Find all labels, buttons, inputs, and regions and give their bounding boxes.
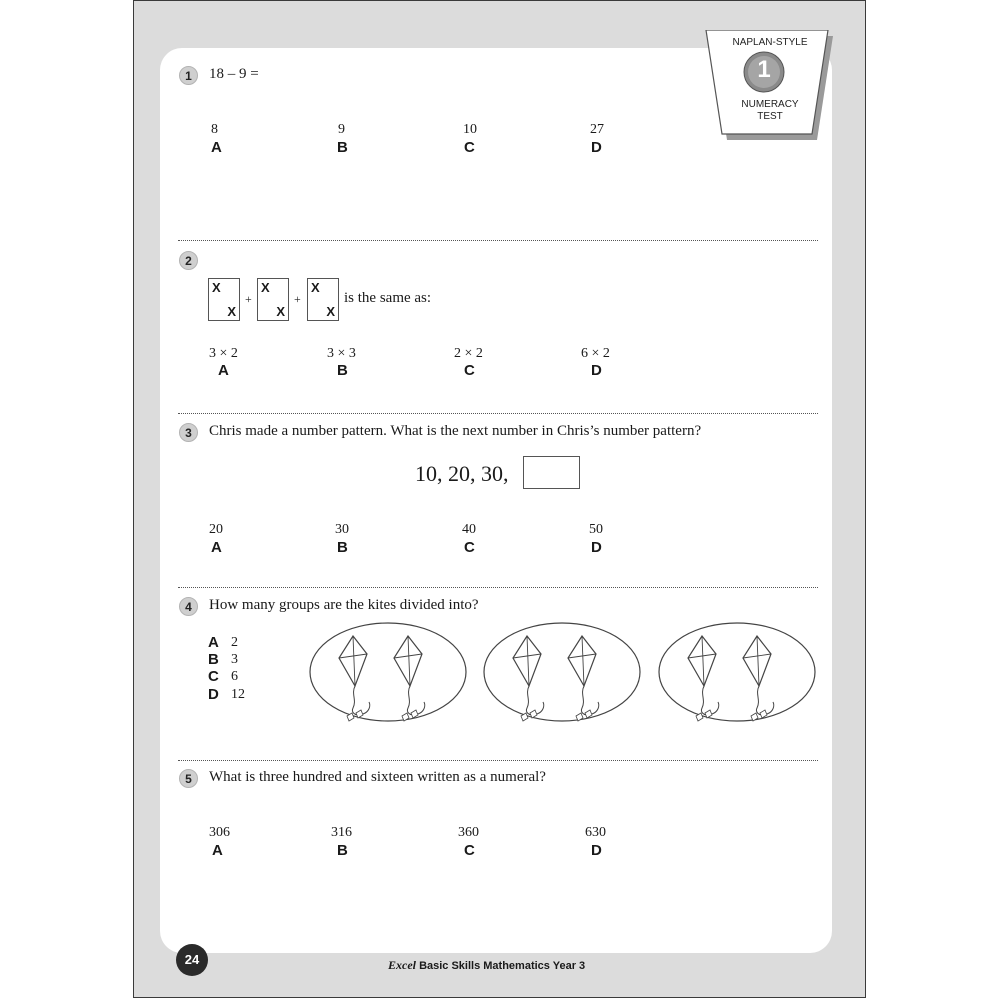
footer-title: Basic Skills Mathematics Year 3 bbox=[419, 960, 586, 972]
q2-option-c-value: 2 × 2 bbox=[454, 346, 483, 361]
question-3-text: Chris made a number pattern. What is the next number in Chris’s number pattern? bbox=[209, 423, 702, 439]
footer-title-line bbox=[388, 958, 585, 973]
q1-option-a-letter[interactable]: A bbox=[211, 139, 222, 156]
separator-1 bbox=[178, 240, 818, 241]
q1-option-b-value: 9 bbox=[338, 122, 345, 137]
badge-line1: NUMERACY bbox=[741, 99, 799, 110]
q5-option-a-letter[interactable]: A bbox=[212, 842, 223, 859]
q1-option-c-letter[interactable]: C bbox=[464, 139, 475, 156]
q1-option-a-value: 8 bbox=[211, 122, 218, 137]
q4-option-a-value: 2 bbox=[231, 635, 238, 650]
q3-option-a-letter[interactable]: A bbox=[211, 539, 222, 556]
x-card-1 bbox=[208, 278, 240, 321]
badge-line2: TEST bbox=[757, 111, 783, 122]
q3-option-c-letter[interactable]: C bbox=[464, 539, 475, 556]
q5-option-c-value: 360 bbox=[458, 825, 479, 840]
q3-option-c-value: 40 bbox=[462, 522, 476, 537]
separator-4 bbox=[178, 760, 818, 761]
q2-option-a-letter[interactable]: A bbox=[218, 362, 229, 379]
question-3-number: 3 bbox=[179, 423, 198, 442]
x-mark: X bbox=[326, 304, 335, 319]
x-card-3 bbox=[307, 278, 339, 321]
question-2-text: is the same as: bbox=[344, 290, 432, 306]
x-mark: X bbox=[261, 280, 270, 295]
x-mark: X bbox=[227, 304, 236, 319]
q3-option-b-value: 30 bbox=[335, 522, 349, 537]
q3-option-d-letter[interactable]: D bbox=[591, 539, 602, 556]
badge-top-text: NAPLAN-STYLE bbox=[732, 37, 808, 48]
q5-option-b-value: 316 bbox=[331, 825, 352, 840]
worksheet-card bbox=[160, 48, 832, 953]
q4-option-c-letter[interactable]: C bbox=[208, 668, 219, 685]
q1-option-d-letter[interactable]: D bbox=[591, 139, 602, 156]
kite-group-1 bbox=[310, 623, 466, 721]
q2-option-b-value: 3 × 3 bbox=[327, 346, 356, 361]
q1-option-b-letter[interactable]: B bbox=[337, 139, 348, 156]
footer-brand: Excel bbox=[388, 958, 416, 972]
q5-option-a-value: 306 bbox=[209, 825, 230, 840]
kite-groups-illustration bbox=[305, 620, 825, 725]
question-1-number: 1 bbox=[179, 66, 198, 85]
q2-option-c-letter[interactable]: C bbox=[464, 362, 475, 379]
badge-number: 1 bbox=[757, 56, 771, 83]
plus-sign: + bbox=[245, 292, 252, 306]
question-4-number: 4 bbox=[179, 597, 198, 616]
q4-option-c-value: 6 bbox=[231, 669, 238, 684]
q2-option-d-letter[interactable]: D bbox=[591, 362, 602, 379]
question-4-text: How many groups are the kites divided into? bbox=[209, 597, 479, 613]
x-mark: X bbox=[212, 280, 221, 295]
question-1-text: 18 – 9 = bbox=[209, 66, 259, 82]
plus-sign: + bbox=[294, 292, 301, 306]
q5-option-d-letter[interactable]: D bbox=[591, 842, 602, 859]
q5-option-b-letter[interactable]: B bbox=[337, 842, 348, 859]
page-number: 24 bbox=[176, 944, 208, 976]
q5-option-d-value: 630 bbox=[585, 825, 606, 840]
q1-option-c-value: 10 bbox=[463, 122, 477, 137]
kite-group-3 bbox=[659, 623, 815, 721]
q3-option-b-letter[interactable]: B bbox=[337, 539, 348, 556]
separator-3 bbox=[178, 587, 818, 588]
q4-option-a-letter[interactable]: A bbox=[208, 634, 219, 651]
q4-option-b-value: 3 bbox=[231, 652, 238, 667]
x-mark: X bbox=[311, 280, 320, 295]
q2-option-d-value: 6 × 2 bbox=[581, 346, 610, 361]
question-5-number: 5 bbox=[179, 769, 198, 788]
q3-option-a-value: 20 bbox=[209, 522, 223, 537]
q2-option-b-letter[interactable]: B bbox=[337, 362, 348, 379]
separator-2 bbox=[178, 413, 818, 414]
number-pattern: 10, 20, 30, bbox=[415, 461, 509, 486]
q4-option-b-letter[interactable]: B bbox=[208, 651, 219, 668]
x-mark: X bbox=[276, 304, 285, 319]
kite-group-2 bbox=[484, 623, 640, 721]
answer-box bbox=[523, 456, 580, 489]
q5-option-c-letter[interactable]: C bbox=[464, 842, 475, 859]
q2-option-a-value: 3 × 2 bbox=[209, 346, 238, 361]
q4-option-d-letter[interactable]: D bbox=[208, 686, 219, 703]
question-5-text: What is three hundred and sixteen written as a numeral? bbox=[209, 769, 546, 785]
q3-option-d-value: 50 bbox=[589, 522, 603, 537]
question-2-number: 2 bbox=[179, 251, 198, 270]
q1-option-d-value: 27 bbox=[590, 122, 604, 137]
x-card-2 bbox=[257, 278, 289, 321]
q4-option-d-value: 12 bbox=[231, 687, 245, 702]
